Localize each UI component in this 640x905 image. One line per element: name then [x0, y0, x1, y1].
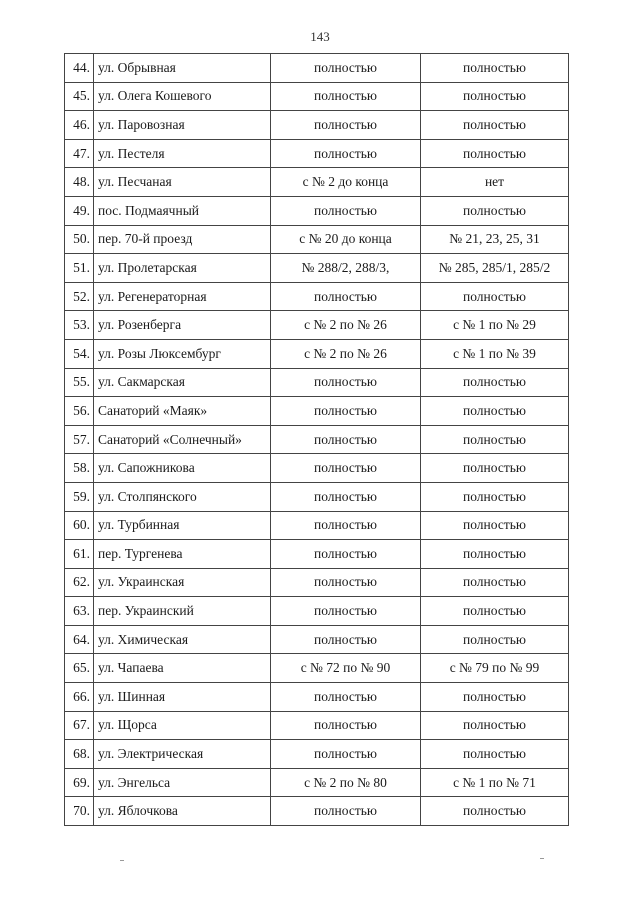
row-number: 64.: [65, 625, 94, 654]
street-name: ул. Обрывная: [94, 54, 271, 83]
street-name: Санаторий «Маяк»: [94, 397, 271, 426]
even-houses-cell: полностью: [271, 568, 421, 597]
table-row: [65, 768, 569, 797]
street-name: ул. Электрическая: [94, 740, 271, 769]
even-houses-cell: полностью: [271, 425, 421, 454]
even-houses-cell: № 288/2, 288/3,: [271, 254, 421, 283]
street-name: ул. Пестеля: [94, 139, 271, 168]
street-name: ул. Турбинная: [94, 511, 271, 540]
row-number: 65.: [65, 654, 94, 683]
row-number: 44.: [65, 54, 94, 83]
table-row: [65, 397, 569, 426]
odd-houses-cell: полностью: [421, 139, 569, 168]
row-number: 67.: [65, 711, 94, 740]
row-number: 50.: [65, 225, 94, 254]
street-name: ул. Пролетарская: [94, 254, 271, 283]
street-name: ул. Украинская: [94, 568, 271, 597]
even-houses-cell: полностью: [271, 511, 421, 540]
street-name: ул. Энгельса: [94, 768, 271, 797]
even-houses-cell: с № 72 по № 90: [271, 654, 421, 683]
odd-houses-cell: полностью: [421, 111, 569, 140]
even-houses-cell: полностью: [271, 196, 421, 225]
row-number: 56.: [65, 397, 94, 426]
street-name: ул. Химическая: [94, 625, 271, 654]
streets-table-body: [65, 54, 569, 826]
odd-houses-cell: полностью: [421, 597, 569, 626]
row-number: 46.: [65, 111, 94, 140]
street-name: ул. Сакмарская: [94, 368, 271, 397]
row-number: 51.: [65, 254, 94, 283]
even-houses-cell: с № 20 до конца: [271, 225, 421, 254]
table-row: [65, 568, 569, 597]
even-houses-cell: с № 2 по № 26: [271, 311, 421, 340]
table-row: [65, 425, 569, 454]
table-row: [65, 454, 569, 483]
row-number: 52.: [65, 282, 94, 311]
street-name: пер. Украинский: [94, 597, 271, 626]
street-name: ул. Сапожникова: [94, 454, 271, 483]
table-row: [65, 254, 569, 283]
row-number: 60.: [65, 511, 94, 540]
row-number: 69.: [65, 768, 94, 797]
table-row: [65, 82, 569, 111]
row-number: 53.: [65, 311, 94, 340]
street-name: ул. Яблочкова: [94, 797, 271, 826]
table-row: [65, 625, 569, 654]
odd-houses-cell: с № 1 по № 71: [421, 768, 569, 797]
even-houses-cell: полностью: [271, 740, 421, 769]
street-name: Санаторий «Солнечный»: [94, 425, 271, 454]
even-houses-cell: полностью: [271, 597, 421, 626]
table-row: [65, 282, 569, 311]
scan-artifact: [540, 858, 544, 859]
table-row: [65, 54, 569, 83]
table-row: [65, 482, 569, 511]
scan-artifact: [120, 860, 124, 861]
table-row: [65, 740, 569, 769]
street-name: ул. Столпянского: [94, 482, 271, 511]
even-houses-cell: полностью: [271, 683, 421, 712]
even-houses-cell: полностью: [271, 540, 421, 569]
table-row: [65, 196, 569, 225]
odd-houses-cell: № 21, 23, 25, 31: [421, 225, 569, 254]
street-name: ул. Шинная: [94, 683, 271, 712]
table-row: [65, 139, 569, 168]
odd-houses-cell: полностью: [421, 797, 569, 826]
street-name: ул. Розы Люксембург: [94, 339, 271, 368]
row-number: 49.: [65, 196, 94, 225]
row-number: 58.: [65, 454, 94, 483]
row-number: 54.: [65, 339, 94, 368]
street-name: ул. Олега Кошевого: [94, 82, 271, 111]
odd-houses-cell: полностью: [421, 568, 569, 597]
table-row: [65, 654, 569, 683]
row-number: 68.: [65, 740, 94, 769]
table-row: [65, 168, 569, 197]
even-houses-cell: полностью: [271, 282, 421, 311]
row-number: 57.: [65, 425, 94, 454]
table-row: [65, 597, 569, 626]
table-row: [65, 683, 569, 712]
table-row: [65, 511, 569, 540]
odd-houses-cell: полностью: [421, 740, 569, 769]
row-number: 55.: [65, 368, 94, 397]
odd-houses-cell: полностью: [421, 54, 569, 83]
even-houses-cell: полностью: [271, 797, 421, 826]
even-houses-cell: полностью: [271, 711, 421, 740]
street-name: пос. Подмаячный: [94, 196, 271, 225]
even-houses-cell: полностью: [271, 368, 421, 397]
table-row: [65, 311, 569, 340]
row-number: 66.: [65, 683, 94, 712]
even-houses-cell: с № 2 по № 80: [271, 768, 421, 797]
even-houses-cell: полностью: [271, 54, 421, 83]
row-number: 48.: [65, 168, 94, 197]
even-houses-cell: полностью: [271, 482, 421, 511]
odd-houses-cell: полностью: [421, 540, 569, 569]
odd-houses-cell: полностью: [421, 196, 569, 225]
street-name: ул. Регенераторная: [94, 282, 271, 311]
even-houses-cell: с № 2 до конца: [271, 168, 421, 197]
odd-houses-cell: полностью: [421, 454, 569, 483]
odd-houses-cell: № 285, 285/1, 285/2: [421, 254, 569, 283]
odd-houses-cell: полностью: [421, 683, 569, 712]
table-row: [65, 797, 569, 826]
even-houses-cell: полностью: [271, 625, 421, 654]
odd-houses-cell: полностью: [421, 82, 569, 111]
odd-houses-cell: полностью: [421, 368, 569, 397]
table-row: [65, 540, 569, 569]
odd-houses-cell: с № 79 по № 99: [421, 654, 569, 683]
even-houses-cell: полностью: [271, 82, 421, 111]
streets-table: [64, 53, 569, 826]
row-number: 70.: [65, 797, 94, 826]
page-number: 143: [310, 29, 330, 44]
street-name: ул. Розенберга: [94, 311, 271, 340]
odd-houses-cell: полностью: [421, 511, 569, 540]
table-row: [65, 339, 569, 368]
table-row: [65, 368, 569, 397]
row-number: 62.: [65, 568, 94, 597]
odd-houses-cell: с № 1 по № 29: [421, 311, 569, 340]
odd-houses-cell: полностью: [421, 711, 569, 740]
table-row: [65, 711, 569, 740]
odd-houses-cell: нет: [421, 168, 569, 197]
row-number: 59.: [65, 482, 94, 511]
street-name: ул. Чапаева: [94, 654, 271, 683]
odd-houses-cell: полностью: [421, 482, 569, 511]
odd-houses-cell: полностью: [421, 397, 569, 426]
even-houses-cell: с № 2 по № 26: [271, 339, 421, 368]
even-houses-cell: полностью: [271, 454, 421, 483]
even-houses-cell: полностью: [271, 139, 421, 168]
street-name: ул. Щорса: [94, 711, 271, 740]
row-number: 61.: [65, 540, 94, 569]
street-name: ул. Паровозная: [94, 111, 271, 140]
odd-houses-cell: полностью: [421, 282, 569, 311]
row-number: 47.: [65, 139, 94, 168]
row-number: 63.: [65, 597, 94, 626]
table-row: [65, 111, 569, 140]
table-row: [65, 225, 569, 254]
even-houses-cell: полностью: [271, 397, 421, 426]
street-name: ул. Песчаная: [94, 168, 271, 197]
even-houses-cell: полностью: [271, 111, 421, 140]
odd-houses-cell: полностью: [421, 625, 569, 654]
odd-houses-cell: полностью: [421, 425, 569, 454]
street-name: пер. Тургенева: [94, 540, 271, 569]
odd-houses-cell: с № 1 по № 39: [421, 339, 569, 368]
street-name: пер. 70-й проезд: [94, 225, 271, 254]
row-number: 45.: [65, 82, 94, 111]
